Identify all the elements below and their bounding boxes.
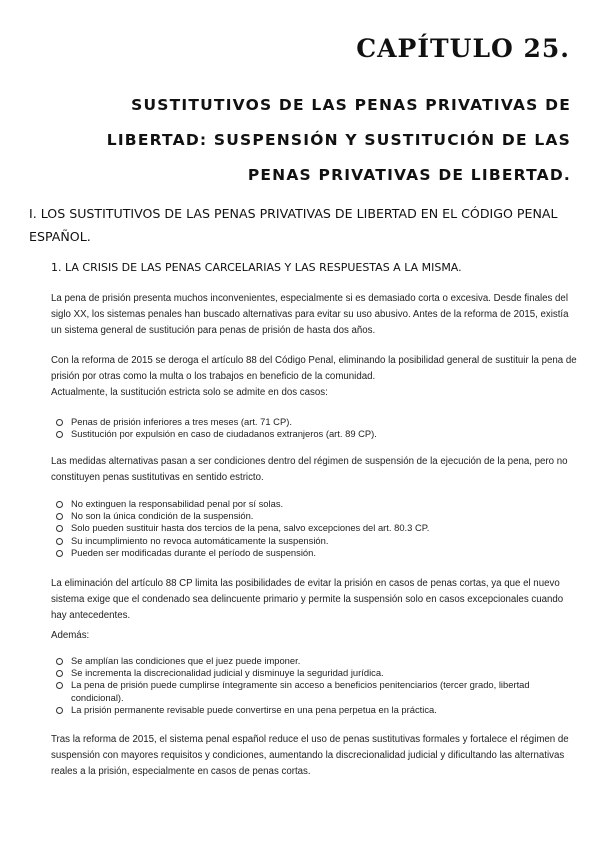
cases-list [56,416,576,440]
list-item: La prisión permanente revisable puede convertirse en una pena perpetua en la práctica. [56,704,576,716]
list-item: Sustitución por expulsión en caso de ciudadanos extranjeros (art. 89 CP). [56,428,576,440]
section-heading: I. LOS SUSTITUTIVOS DE LAS PENAS PRIVATIVAS DE LIBERTAD EN EL CÓDIGO PENAL ESPAÑOL. [29,206,558,244]
list-item: La pena de prisión puede cumplirse íntegramente sin acceso a beneficios penitenciarios (tercer grado, libertad condicional). [56,679,576,703]
list-item: No extinguen la responsabilidad penal por sí solas. [56,498,576,510]
list-item: Se amplían las condiciones que el juez puede imponer. [56,655,576,667]
chapter-title-line: LIBERTAD: SUSPENSIÓN Y SUSTITUCIÓN DE LAS [106,131,571,149]
list-item: Su incumplimiento no revoca automáticamente la suspensión. [56,535,576,547]
measures-list [56,498,576,559]
chapter-title [71,88,571,193]
paragraph: Con la reforma de 2015 se deroga el artículo 88 del Código Penal, eliminando la posibilidad general de sustituir la pena de prisión por otras como la multa o los trabajos en beneficio de la comunidad. [51,355,577,382]
list-item: Se incrementa la discrecionalidad judicial y disminuye la seguridad jurídica. [56,667,576,679]
paragraph: Tras la reforma de 2015, el sistema penal español reduce el uso de penas sustitutivas formales y fortalece el régimen de suspensión con mayores requisitos y condiciones, aumentando la discrecionalidad judicial y dificultando las alternativas reales a la prisión, especialmente en casos de penas cortas. [51,734,569,777]
list-item: Pueden ser modificadas durante el período de suspensión. [56,547,576,559]
chapter-title-line: SUSTITUTIVOS DE LAS PENAS PRIVATIVAS DE [131,96,571,114]
list-item: Penas de prisión inferiores a tres meses (art. 71 CP). [56,416,576,428]
list-item: Solo pueden sustituir hasta dos tercios de la pena, salvo excepciones del art. 80.3 CP. [56,522,576,534]
chapter-title-line: PENAS PRIVATIVAS DE LIBERTAD. [247,166,571,184]
additional-list [56,655,576,716]
list-item: No son la única condición de la suspensión. [56,510,576,522]
paragraph: La eliminación del artículo 88 CP limita las posibilidades de evitar la prisión en casos de penas cortas, ya que el nuevo sistema exige que el condenado sea delincuente primario y permite la suspensión solo en casos excepcionales cuando hay antecedentes. [51,578,564,621]
chapter-number: CAPÍTULO 25. [356,34,570,63]
paragraph: Actualmente, la sustitución estricta solo se admite en dos casos: [51,387,328,398]
paragraph: Las medidas alternativas pasan a ser condiciones dentro del régimen de suspensión de la ejecución de la pena, pero no constituyen penas sustitutivas en sentido estricto. [51,456,568,483]
paragraph: Además: [51,630,90,641]
subsection-heading: 1. LA CRISIS DE LAS PENAS CARCELARIAS Y LAS RESPUESTAS A LA MISMA. [51,261,462,274]
paragraph: La pena de prisión presenta muchos inconvenientes, especialmente si es demasiado corta o excesiva. Desde finales del siglo XX, los sistemas penales han buscado alternativas para evitar su uso abusivo. Antes de la reforma de 2015, existía un sistema general de sustitución para penas de prisión de hasta dos años. [51,293,569,336]
